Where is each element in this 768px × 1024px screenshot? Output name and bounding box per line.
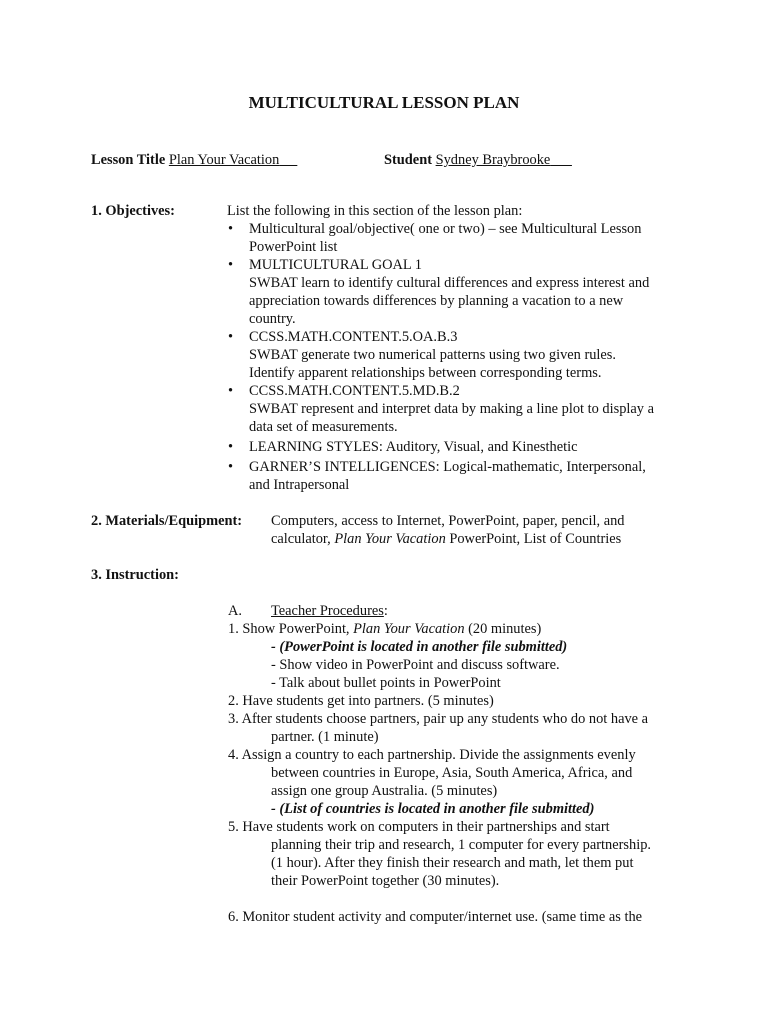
materials-line: calculator, Plan Your Vacation PowerPoint, List of Countries bbox=[271, 531, 622, 547]
lesson-title-value: Plan Your Vacation bbox=[168, 152, 280, 168]
objectives-heading: 1. Objectives: bbox=[91, 203, 175, 219]
objective-line: CCSS.MATH.CONTENT.5.MD.B.2 bbox=[249, 383, 460, 399]
procedure-note: - Show video in PowerPoint and discuss software. bbox=[271, 657, 560, 673]
objective-line: appreciation towards differences by planning a vacation to a new bbox=[249, 293, 624, 309]
section-title: Teacher Procedures: bbox=[271, 603, 388, 619]
procedure-step-3: 3. After students choose partners, pair up any students who do not have a bbox=[228, 711, 649, 727]
procedure-step-4: 4. Assign a country to each partnership. Divide the assignments evenly bbox=[228, 747, 636, 763]
student-row bbox=[384, 151, 572, 169]
document-title: MULTICULTURAL LESSON PLAN bbox=[248, 93, 520, 112]
bullet-2: • bbox=[228, 257, 234, 273]
student-label: Student bbox=[384, 152, 432, 168]
procedure-step-4-cont: assign one group Australia. (5 minutes) bbox=[271, 783, 498, 799]
bullet-6: • bbox=[228, 459, 234, 475]
objective-line: country. bbox=[249, 311, 296, 327]
objective-line: MULTICULTURAL GOAL 1 bbox=[249, 257, 422, 273]
procedure-step-1: 1. Show PowerPoint, Plan Your Vacation (20 minutes) bbox=[228, 621, 542, 637]
procedure-step-5-cont: their PowerPoint together (30 minutes). bbox=[271, 873, 500, 889]
objective-line: GARNER’S INTELLIGENCES: Logical-mathematic, Interpersonal, bbox=[249, 459, 646, 475]
bullet-1: • bbox=[228, 221, 234, 237]
objective-line: and Intrapersonal bbox=[249, 477, 350, 493]
procedure-step-5-cont: planning their trip and research, 1 computer for every partnership. bbox=[271, 837, 652, 853]
lesson-title-label: Lesson Title bbox=[91, 152, 166, 168]
objective-line: Multicultural goal/objective( one or two) – see Multicultural Lesson bbox=[249, 221, 642, 237]
objective-line: SWBAT generate two numerical patterns using two given rules. bbox=[249, 347, 617, 363]
procedure-step-3-cont: partner. (1 minute) bbox=[271, 729, 379, 745]
procedure-note: - (List of countries is located in another file submitted) bbox=[271, 801, 595, 817]
procedure-step-5-cont: (1 hour). After they finish their research and math, let them put bbox=[271, 855, 634, 871]
student-value: Sydney Braybrooke bbox=[435, 152, 551, 168]
procedure-note: - (PowerPoint is located in another file submitted) bbox=[271, 639, 568, 655]
objective-line: LEARNING STYLES: Auditory, Visual, and Kinesthetic bbox=[249, 439, 578, 455]
objectives-intro: List the following in this section of the lesson plan: bbox=[227, 203, 523, 219]
objective-line: PowerPoint list bbox=[249, 239, 338, 255]
objective-line: SWBAT learn to identify cultural differences and express interest and bbox=[249, 275, 650, 291]
materials-line: Computers, access to Internet, PowerPoint, paper, pencil, and bbox=[271, 513, 625, 529]
instruction-heading: 3. Instruction: bbox=[91, 567, 179, 583]
procedure-step-6: 6. Monitor student activity and computer/internet use. (same time as the bbox=[228, 909, 643, 925]
procedure-step-5: 5. Have students work on computers in their partnerships and start bbox=[228, 819, 610, 835]
objective-line: SWBAT represent and interpret data by making a line plot to display a bbox=[249, 401, 654, 417]
bullet-3: • bbox=[228, 329, 234, 345]
procedure-step-2: 2. Have students get into partners. (5 minutes) bbox=[228, 693, 494, 709]
objective-line: data set of measurements. bbox=[249, 419, 398, 435]
section-letter: A. bbox=[228, 603, 242, 619]
objective-line: CCSS.MATH.CONTENT.5.OA.B.3 bbox=[249, 329, 458, 345]
lesson-title-row bbox=[91, 151, 297, 169]
bullet-4: • bbox=[228, 383, 234, 399]
procedure-step-4-cont: between countries in Europe, Asia, South America, Africa, and bbox=[271, 765, 633, 781]
materials-heading: 2. Materials/Equipment: bbox=[91, 513, 243, 529]
bullet-5: • bbox=[228, 439, 234, 455]
objective-line: Identify apparent relationships between corresponding terms. bbox=[249, 365, 602, 381]
procedure-note: - Talk about bullet points in PowerPoint bbox=[271, 675, 501, 691]
